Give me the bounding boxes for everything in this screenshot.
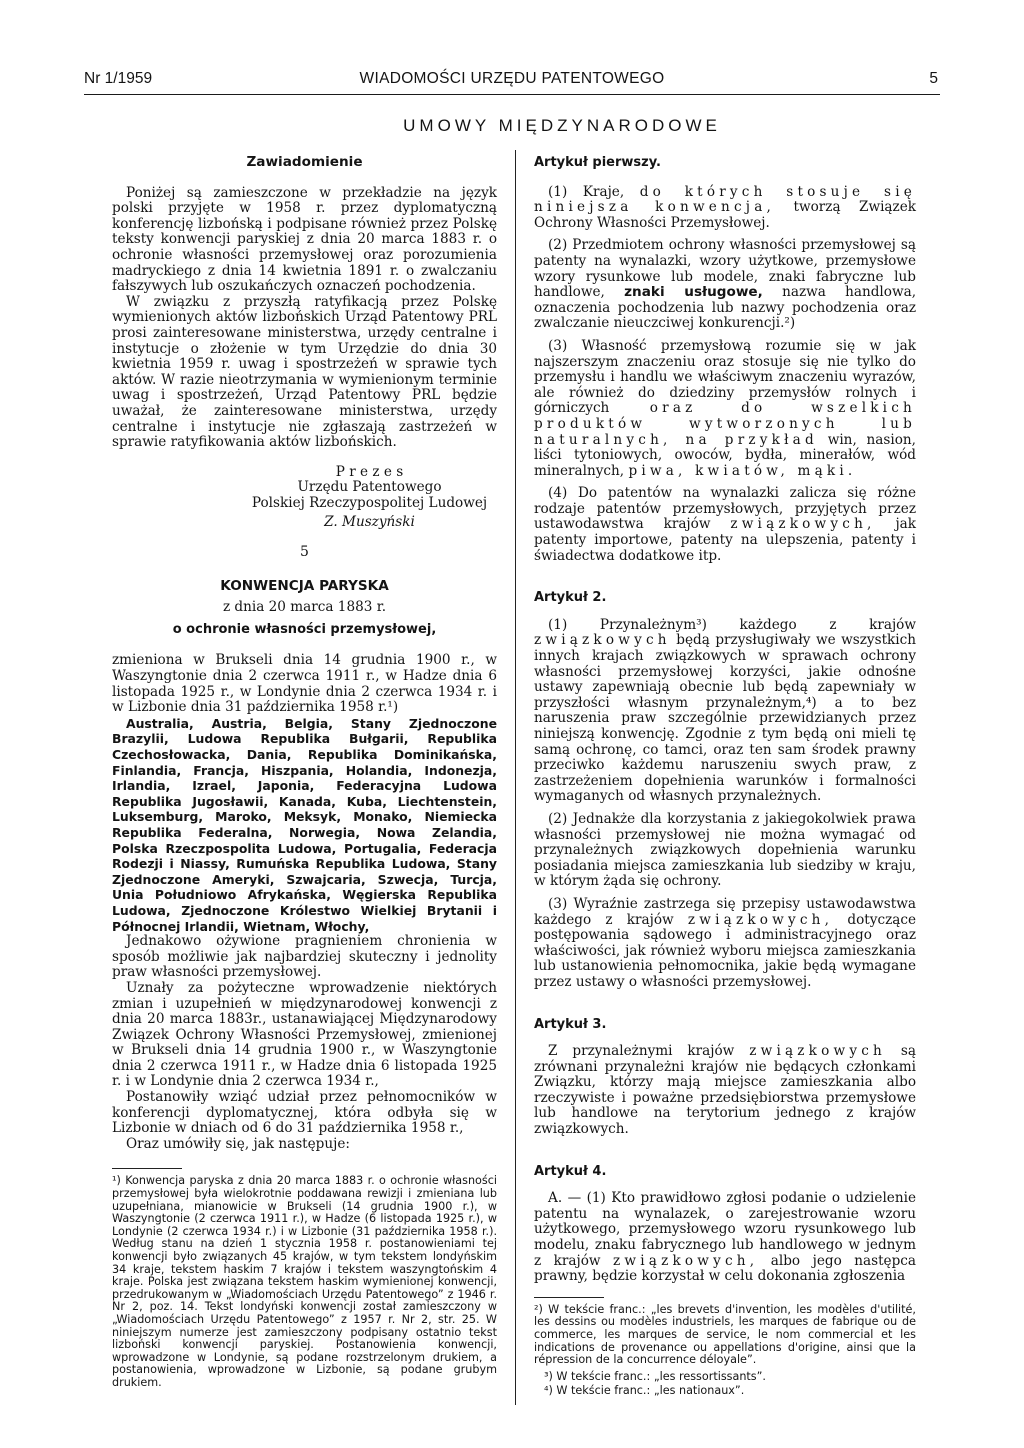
article-paragraph: (4) Do patentów na wynalazki zalicza się różne rodzaje patentów przemysłowych, przyjętych przez ustawodawstwa krajów związkowych, jak patenty importowe, patenty na ulepszenia, patenty i świadectwa dodatkowe itp.: [534, 485, 916, 564]
article-paragraph: (3) Własność przemysłową rozumie się w jak najszerszym znaczeniu oraz stosuje się nie tylko do przemysłu i handlu we właściwym znaczeniu wyrazów, ale również do dziedziny przemysłów rolnych i górniczych oraz do wszelkich produktów wytworzonych lub naturalnych, na przykład win, nasion, liści tytoniowych, owoców, bydła, minerałów, wód mineralnych, piwa, kwiatów, mąki.: [534, 337, 917, 479]
left-column: [112, 155, 497, 1390]
article-paragraph: (2) Przedmiotem ochrony własności przemysłowej są patenty na wynalazki, wzory użytkowe, przemysłowe wzory rysunkowe lub modele, znaki fabryczne lub handlowe, znaki usługowe, nazwa handlowa, oznaczenia pochodzenia lub nazwy pochodzenia oraz zwalczanie nieuczciwej konkurencji.²): [534, 237, 917, 332]
notice-title: Zawiadomienie: [246, 154, 363, 170]
preamble-paragraph: Oraz umówiły się, jak następuje:: [126, 1135, 350, 1152]
preamble-paragraph: Postanowiły wziąć udział przez pełnomocników w konferencji dyplomatycznej, która odbyła się w Lizbonie w dniach od 6 do 31 października 1958 r.,: [112, 1089, 497, 1137]
convention-amended: zmieniona w Brukseli dnia 14 grudnia 1900 r., w Waszyngtonie dnia 2 czerwca 1911 r., w Hadze dnia 6 listopada 1925 r., w Londynie dnia 2 czerwca 1934 r. i w Lizbonie dnia 31 października 1958 r.¹): [112, 652, 497, 716]
notice-paragraph: W związku z przyszłą ratyfikacją przez Polskę wymienionych aktów lizbońskich Urząd Patentowy PRL prosi zainteresowane ministerstwa, urzędy centralne i instytucje o złożenie w tym Urzędzie do dnia 30 kwietnia 1959 r. uwag i spostrzeżeń w sprawie tych aktów. W razie nieotrzymania w wymienionym terminie uwag i spostrzeżeń, Urząd Patentowy PRL będzie uważał, że zainteresowane ministerstwa, urzędy centralne i instytucje nie zgłaszają zastrzeżeń w sprawie ratyfikowania aktów lizbońskich.: [112, 293, 497, 451]
footnote-rule: [112, 1168, 182, 1169]
convention-subject: o ochronie własności przemysłowej,: [172, 621, 437, 637]
signature-line: P r e z e s: [335, 463, 404, 480]
article-paragraph: (1) Kraje, do których stosuje się niniejsza konwencja, tworzą Związek Ochrony Własności Przemysłowej.: [534, 183, 917, 231]
footnote: ¹) Konwencja paryska z dnia 20 marca 1883 r. o ochronie własności przemysłowej była wielokrotnie poddawana rewizji i zmieniana lub uzupełniana, mianowicie w Brukseli (14 grudnia 1900 r.), w Waszyngtonie (2 czerwca 1911 r.), w Hadze (6 listopada 1925 r.), w Londynie (2 czerwca 1934 r.) i w Lizbonie (31 października 1958 r.). Według stanu na dzień 1 stycznia 1958 r. postanowieniami tej konwencji było związanych 45 krajów, w tym tekstem londyńskim 34 kraje, tekstem haskim 7 krajów i tekstem waszyngtońskim 4 kraje. Polska jest związana tekstem haskim wymienionej konwencji, przedrukowanym w „Wiadomościach Urzędu Patentowego” z 1946 r. Nr 2, poz. 14. Tekst londyński konwencji został zamieszczony w „Wiadomościach Urzędu Patentowego” z 1957 r. Nr 2, str. 25. W niniejszym numerze jest zamieszczony podpisany ostatnio tekst lizboński konwencji paryskiej. Postanowienia konwencji, wprowadzone w Londynie, są podane rozstrzelonym drukiem, a postanowienia, wprowadzone w Lizbonie, są podane grubym drukiem.: [112, 1174, 497, 1389]
footnote-rule: [534, 1297, 604, 1298]
notice-paragraph: Poniżej są zamieszczone w przekładzie na język polski przyjęte w 1958 r. przez dyplomatyczną konferencję lizbońską i podpisane również przez Polskę teksty konwencji paryskiej z dnia 20 marca 1883 r. o ochronie własności przemysłowej oraz porozumienia madryckiego z dnia 14 kwietnia 1891 r. o zwalczaniu fałszywych lub oszukańczych oznaczeń pochodzenia.: [112, 184, 497, 295]
footnote: ⁴) W tekście franc.: „les nationaux”.: [544, 1384, 745, 1398]
running-header: [84, 70, 940, 95]
convention-date: z dnia 20 marca 1883 r.: [222, 599, 387, 616]
article-paragraph: A. — (1) Kto prawidłowo zgłosi podanie o udzielenie patentu na wynalazek, o zarejestrowanie wzoru użytkowego, przemysłowego wzoru rysunkowego lub modelu, znaku fabrycznego lub handlowego w jednym z krajów związkowych, albo jego następca prawny, będzie korzystał w celu dokonania zgłoszenia: [534, 1190, 917, 1285]
preamble-paragraph: Uznały za pożyteczne wprowadzenie niektórych zmian i uzupełnień w międzynarodowej konwencji z dnia 20 marca 1883r., ustanawiającej Międzynarodowy Związek Ochrony Własności Przemysłowej, zmienionej w Brukseli dnia 14 grudnia 1900 r., w Waszyngtonie dnia 2 czerwca 1911 r., w Hadze dnia 6 listopada 1925 r. i w Londynie dnia 2 czerwca 1934 r.,: [112, 979, 497, 1090]
journal-title: WIADOMOŚCI URZĘDU PATENTOWEGO: [359, 70, 665, 87]
article-title: Artykuł 3.: [534, 1016, 607, 1032]
article-paragraph: (3) Wyraźnie zastrzega się przepisy ustawodawstwa każdego z krajów związkowych, dotyczące postępowania sądowego i administracyjnego oraz właściwości, jak również wyboru miejsca zamieszkania lub ustanowienia pełnomocnika, jakie będą wymagane przez ustawy o własności przemysłowej.: [534, 895, 916, 990]
signature-name: Z. Muszyński: [324, 514, 415, 531]
footnote: ²) W tekście franc.: „les brevets d'invention, les modèles d'utilité, les dessins ou modèles industriels, les marques de fabrique ou de commerce, les marques de service, le nom commercial et les indications de provenance ou appellations d'origine, ainsi que la répression de la concurrence déloyale”.: [534, 1302, 916, 1367]
footnote: ³) W tekście franc.: „les ressortissants”.: [544, 1369, 766, 1383]
article-title: Artykuł 4.: [534, 1163, 607, 1179]
article-paragraph: (1) Przynależnym³) każdego z krajów związkowych będą przysługiwały we wszystkich innych krajach związkowych w sprawach ochrony własności przemysłowej korzyści, jakie odnośne ustawy zapewniają obecnie lub będą zapewniały w przyszłości własnym przynależnym,⁴) a to bez naruszenia praw szczególnie przewidzianych przez niniejszą konwencję. Zgodnie z tym będą oni mieli tę samą ochronę, co tamci, oraz ten sam środek prawny przeciwko każdemu naruszeniu swych praw, z zastrzeżeniem dopełnienia warunków i formalności wymaganych od własnych przynależnych.: [534, 616, 916, 805]
signature-line: Polskiej Rzeczypospolitej Ludowej: [251, 494, 488, 511]
section-title: UMOWY MIĘDZYNARODOWE: [403, 116, 721, 135]
convention-countries: Australia, Austria, Belgia, Stany Zjednoczone Brazylii, Ludowa Republika Bułgarii, Republika Czechosłowacka, Dania, Republika Dominikańska, Finlandia, Francja, Hiszpania, Holandia, Indonezja, Irlandia, Izrael, Japonia, Federacyjna Ludowa Republika Jugosławii, Kanada, Kuba, Liechtenstein, Luksemburg, Maroko, Meksyk, Monako, Niemiecka Republika Federalna, Norwegia, Nowa Zelandia, Polska Rzeczpospolita Ludowa, Portugalia, Federacja Rodezji i Niassy, Rumuńska Republika Ludowa, Stany Zjednoczone Ameryki, Szwajcaria, Szwecja, Turcja, Unia Południowo Afrykańska, Węgierska Republika Ludowa, Zjednoczone Królestwo Wielkiej Brytanii i Północnej Irlandii, Wietnam, Włochy,: [112, 715, 497, 934]
convention-title: KONWENCJA PARYSKA: [220, 577, 389, 594]
page-number: 5: [929, 70, 938, 87]
signature-block: [242, 465, 497, 531]
signature-line: Urzędu Patentowego: [297, 479, 442, 496]
issue-number: Nr 1/1959: [84, 70, 153, 87]
right-column: [534, 155, 916, 1398]
preamble-paragraph: Jednakowo ożywione pragnieniem chronienia w sposób możliwie jak najbardziej skuteczny i jednolity praw własności przemysłowej.: [112, 933, 497, 981]
document-number: 5: [300, 544, 309, 561]
column-divider: [515, 150, 516, 1405]
article-title: Artykuł 2.: [534, 590, 607, 606]
article-paragraph: (2) Jednakże dla korzystania z jakiegokolwiek prawa własności przemysłowej nie można wymagać od przynależnych związkowych dopełnienia warunku posiadania miejsca zamieszkania lub siedziby w kraju, w którym żąda się ochrony.: [534, 810, 916, 890]
article-paragraph: Z przynależnymi krajów związkowych są zrównani przynależni krajów nie będących członkami Związku, którzy mają miejsce zamieszkania albo rzeczywiste i poważne przedsiębiorstwa przemysłowe lub handlowe na terytorium jednego z krajów związkowych.: [534, 1043, 916, 1138]
article-title: Artykuł pierwszy.: [534, 155, 661, 170]
